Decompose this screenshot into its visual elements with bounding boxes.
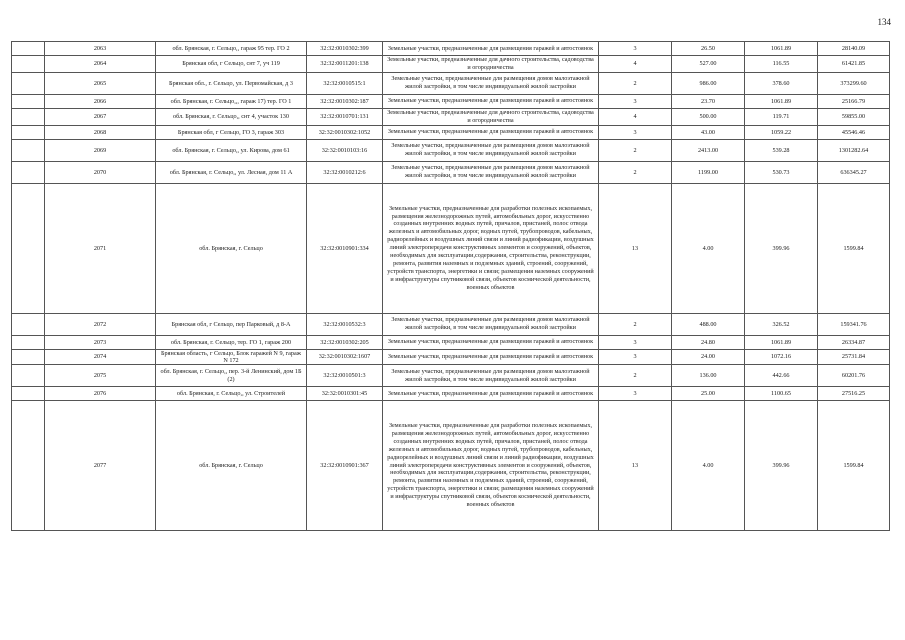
row-number-cell: 2077: [45, 401, 156, 531]
specific-value-cell: 1061.89: [745, 94, 818, 108]
specific-value-cell: 1061.89: [745, 42, 818, 56]
address-cell: Брянская область, г Сельцо, Блок гаражей N 9, гараж N 172: [156, 349, 307, 364]
blank-cell: [12, 387, 45, 401]
specific-value-cell: 442.66: [745, 365, 818, 387]
land-use-group-cell: 13: [599, 183, 672, 313]
specific-value-cell: 399.96: [745, 183, 818, 313]
land-use-group-cell: 3: [599, 349, 672, 364]
cadastral-value-cell: 1301282.64: [818, 139, 890, 161]
table-row: [12, 335, 890, 349]
cadastral-number-cell: 32:32:0010302:1607: [307, 349, 383, 364]
address-cell: обл. Брянская, г. Сельцо,, гараж 95 тер. ГО 2: [156, 42, 307, 56]
blank-cell: [12, 401, 45, 531]
area-cell: 25.00: [672, 387, 745, 401]
area-cell: 136.00: [672, 365, 745, 387]
specific-value-cell: 378.60: [745, 72, 818, 94]
area-cell: 4.00: [672, 401, 745, 531]
cadastral-value-cell: 45546.46: [818, 125, 890, 139]
address-cell: обл. Брянская, г. Сельцо,,, гараж 17) тер. ГО 1: [156, 94, 307, 108]
cadastral-value-cell: 636345.27: [818, 161, 890, 183]
row-number-cell: 2066: [45, 94, 156, 108]
row-number-cell: 2069: [45, 139, 156, 161]
address-cell: обл. Брянская, г. Сельцо,, ул. Лесная, дом 11 А: [156, 161, 307, 183]
row-number-cell: 2076: [45, 387, 156, 401]
row-number-cell: 2063: [45, 42, 156, 56]
table-row: [12, 161, 890, 183]
cadastral-number-cell: 32:32:0010302:399: [307, 42, 383, 56]
cadastral-value-cell: 1599.84: [818, 183, 890, 313]
specific-value-cell: 399.96: [745, 401, 818, 531]
row-number-cell: 2065: [45, 72, 156, 94]
cadastral-value-cell: 59855.00: [818, 108, 890, 125]
row-number-cell: 2075: [45, 365, 156, 387]
specific-value-cell: 1059.22: [745, 125, 818, 139]
blank-cell: [12, 183, 45, 313]
area-cell: 488.00: [672, 313, 745, 335]
table-row: [12, 94, 890, 108]
blank-cell: [12, 72, 45, 94]
row-number-cell: 2068: [45, 125, 156, 139]
blank-cell: [12, 161, 45, 183]
cadastral-value-cell: 25166.79: [818, 94, 890, 108]
land-use-purpose-cell: Земельные участки, предназначенные для размещения домов малоэтажной жилой застройки, в том числе индивидуальной жилой застройки: [383, 161, 599, 183]
land-use-group-cell: 3: [599, 94, 672, 108]
land-use-purpose-cell: Земельные участки, предназначенные для размещения гаражей и автостоянок: [383, 349, 599, 364]
land-use-group-cell: 13: [599, 401, 672, 531]
cadastral-number-cell: 32:32:0010301:45: [307, 387, 383, 401]
cadastral-value-table: [11, 41, 890, 531]
land-use-purpose-cell: Земельные участки, предназначенные для дачного строительства, садоводства и огородничества: [383, 108, 599, 125]
land-use-group-cell: 3: [599, 335, 672, 349]
area-cell: 1199.00: [672, 161, 745, 183]
cadastral-value-cell: 1599.84: [818, 401, 890, 531]
blank-cell: [12, 349, 45, 364]
cadastral-number-cell: 32:32:0011201:138: [307, 56, 383, 73]
table-row: [12, 183, 890, 313]
land-use-group-cell: 3: [599, 42, 672, 56]
area-cell: 24.00: [672, 349, 745, 364]
address-cell: обл. Брянская, г. Сельцо: [156, 401, 307, 531]
cadastral-number-cell: 32:32:0010532:3: [307, 313, 383, 335]
address-cell: обл. Брянская, г. Сельцо,, ул. Кирова, дом 61: [156, 139, 307, 161]
land-use-group-cell: 2: [599, 72, 672, 94]
table-row: [12, 401, 890, 531]
address-cell: обл. Брянская, г. Сельцо,, ул. Строителей: [156, 387, 307, 401]
address-cell: Брянская обл, г Сельцо, пер Парковый, д 8-А: [156, 313, 307, 335]
blank-cell: [12, 42, 45, 56]
table-row: [12, 139, 890, 161]
specific-value-cell: 116.55: [745, 56, 818, 73]
cadastral-number-cell: 32:32:0010103:16: [307, 139, 383, 161]
address-cell: обл. Брянская, г. Сельцо,, пер. 3-й Ленинский, дом 1Б (2): [156, 365, 307, 387]
land-use-purpose-cell: Земельные участки, предназначенные для размещения гаражей и автостоянок: [383, 94, 599, 108]
address-cell: Брянская обл., г. Сельцо, ул. Первомайская, д 3: [156, 72, 307, 94]
blank-cell: [12, 313, 45, 335]
table-body: [12, 42, 890, 531]
blank-cell: [12, 94, 45, 108]
land-use-group-cell: 2: [599, 365, 672, 387]
cadastral-value-cell: 159341.76: [818, 313, 890, 335]
cadastral-value-cell: 373299.60: [818, 72, 890, 94]
blank-cell: [12, 139, 45, 161]
land-use-group-cell: 4: [599, 56, 672, 73]
land-use-group-cell: 2: [599, 313, 672, 335]
area-cell: 2413.00: [672, 139, 745, 161]
land-use-group-cell: 2: [599, 139, 672, 161]
area-cell: 26.50: [672, 42, 745, 56]
area-cell: 986.00: [672, 72, 745, 94]
specific-value-cell: 119.71: [745, 108, 818, 125]
land-use-purpose-cell: Земельные участки, предназначенные для размещения домов малоэтажной жилой застройки, в том числе индивидуальной жилой застройки: [383, 365, 599, 387]
area-cell: 43.00: [672, 125, 745, 139]
area-cell: 500.00: [672, 108, 745, 125]
cadastral-number-cell: 32:32:0010901:367: [307, 401, 383, 531]
table-row: [12, 349, 890, 364]
page-number: 134: [877, 17, 891, 27]
specific-value-cell: 1100.65: [745, 387, 818, 401]
cadastral-number-cell: 32:32:0010701:131: [307, 108, 383, 125]
land-use-purpose-cell: Земельные участки, предназначенные для размещения домов малоэтажной жилой застройки, в том числе индивидуальной жилой застройки: [383, 313, 599, 335]
specific-value-cell: 1061.89: [745, 335, 818, 349]
specific-value-cell: 530.73: [745, 161, 818, 183]
cadastral-number-cell: 32:32:0010501:3: [307, 365, 383, 387]
cadastral-number-cell: 32:32:0010302:1052: [307, 125, 383, 139]
cadastral-number-cell: 32:32:0010212:6: [307, 161, 383, 183]
land-use-purpose-cell: Земельные участки, предназначенные для размещения гаражей и автостоянок: [383, 387, 599, 401]
land-use-purpose-cell: Земельные участки, предназначенные для разработки полезных ископаемых, размещения железнодорожных путей, автомобильных дорог, искусственно созданных внутренних водных путей, причалов, пристаней, полос отвода железных и автомобильных дорог, водных путей, трубопроводов, кабельных, радиорелейных и воздушных линий связи и линий радиофикации, воздушных линий электропередачи конструктивных элементов и сооружений, объектов, необходимых для эксплуатации,содержания, строительства, реконструкции, ремонта, развития наземных и подземных зданий, строений, сооружений, устройств транспорта, энергетики и связи; размещения наземных сооружений и инфраструктуры спутниковой связи, объектов космической деятельности, военных объектов: [383, 183, 599, 313]
specific-value-cell: 326.52: [745, 313, 818, 335]
blank-cell: [12, 108, 45, 125]
cadastral-value-cell: 27516.25: [818, 387, 890, 401]
land-use-group-cell: 3: [599, 125, 672, 139]
land-use-purpose-cell: Земельные участки, предназначенные для размещения гаражей и автостоянок: [383, 335, 599, 349]
land-use-group-cell: 4: [599, 108, 672, 125]
table-row: [12, 125, 890, 139]
cadastral-value-cell: 60201.76: [818, 365, 890, 387]
table-row: [12, 56, 890, 73]
blank-cell: [12, 365, 45, 387]
blank-cell: [12, 335, 45, 349]
land-use-group-cell: 3: [599, 387, 672, 401]
cadastral-number-cell: 32:32:0010302:205: [307, 335, 383, 349]
row-number-cell: 2064: [45, 56, 156, 73]
row-number-cell: 2072: [45, 313, 156, 335]
area-cell: 527.00: [672, 56, 745, 73]
table-row: [12, 108, 890, 125]
cadastral-number-cell: 32:32:0010515:1: [307, 72, 383, 94]
cadastral-number-cell: 32:32:0010302:187: [307, 94, 383, 108]
cadastral-value-cell: 26334.87: [818, 335, 890, 349]
blank-cell: [12, 56, 45, 73]
land-use-purpose-cell: Земельные участки, предназначенные для размещения домов малоэтажной жилой застройки, в том числе индивидуальной жилой застройки: [383, 139, 599, 161]
row-number-cell: 2070: [45, 161, 156, 183]
land-use-purpose-cell: Земельные участки, предназначенные для разработки полезных ископаемых, размещения железнодорожных путей, автомобильных дорог, искусственно созданных внутренних водных путей, причалов, пристаней, полос отвода железных и автомобильных дорог, водных путей, трубопроводов, кабельных, радиорелейных и воздушных линий связи и линий радиофикации, воздушных линий электропередачи конструктивных элементов и сооружений, объектов, необходимых для эксплуатации,содержания, строительства, реконструкции, ремонта, развития наземных и подземных зданий, строений, сооружений, устройств транспорта, энергетики и связи; размещения наземных сооружений и инфраструктуры спутниковой связи, объектов космической деятельности, военных объектов: [383, 401, 599, 531]
cadastral-value-cell: 25731.84: [818, 349, 890, 364]
area-cell: 4.00: [672, 183, 745, 313]
address-cell: обл. Брянская, г. Сельцо: [156, 183, 307, 313]
address-cell: обл. Брянская, г. Сельцо, тер. ГО 1, гараж 200: [156, 335, 307, 349]
table-row: [12, 313, 890, 335]
specific-value-cell: 1072.16: [745, 349, 818, 364]
address-cell: Брянская обл, г Сельцо, снт 7, уч 119: [156, 56, 307, 73]
table-row: [12, 387, 890, 401]
land-use-purpose-cell: Земельные участки, предназначенные для размещения гаражей и автостоянок: [383, 42, 599, 56]
land-use-group-cell: 2: [599, 161, 672, 183]
land-use-purpose-cell: Земельные участки, предназначенные для дачного строительства, садоводства и огородничества: [383, 56, 599, 73]
row-number-cell: 2071: [45, 183, 156, 313]
specific-value-cell: 539.28: [745, 139, 818, 161]
area-cell: 23.70: [672, 94, 745, 108]
cadastral-number-cell: 32:32:0010901:334: [307, 183, 383, 313]
area-cell: 24.80: [672, 335, 745, 349]
row-number-cell: 2074: [45, 349, 156, 364]
cadastral-value-cell: 61421.85: [818, 56, 890, 73]
land-use-purpose-cell: Земельные участки, предназначенные для размещения гаражей и автостоянок: [383, 125, 599, 139]
table-row: [12, 42, 890, 56]
cadastral-value-cell: 28140.09: [818, 42, 890, 56]
address-cell: Брянская обл, г Сельцо, ГО 3, гараж 303: [156, 125, 307, 139]
blank-cell: [12, 125, 45, 139]
table-row: [12, 72, 890, 94]
row-number-cell: 2073: [45, 335, 156, 349]
land-use-purpose-cell: Земельные участки, предназначенные для размещения домов малоэтажной жилой застройки, в том числе индивидуальной жилой застройки: [383, 72, 599, 94]
address-cell: обл. Брянская, г. Сельцо,, снт 4, участок 130: [156, 108, 307, 125]
table-row: [12, 365, 890, 387]
row-number-cell: 2067: [45, 108, 156, 125]
